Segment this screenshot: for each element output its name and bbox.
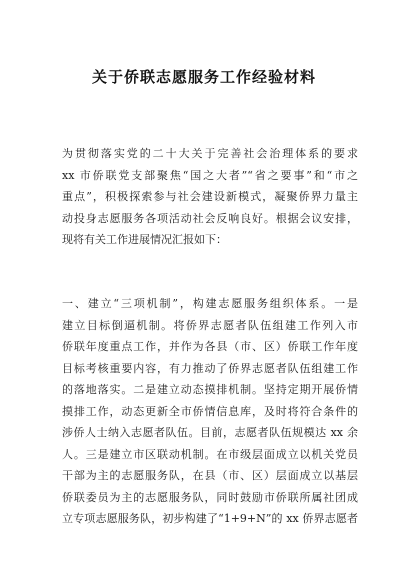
paragraph-line: 动投身志愿服务各项活动社会反响良好。根据会议安排， [62, 211, 358, 225]
paragraph-line: 侨联年度重点工作，并作为各县（市、区）侨联工作年度 [62, 340, 358, 353]
paragraph-line: 建立目标倒逼机制。将侨界志愿者队伍组建工作列入市 [62, 318, 358, 332]
paragraph-line: 干部为主的志愿服务队，在县（市、区）层面成立以基层 [62, 469, 358, 482]
paragraph-line: 涉侨人士纳入志愿者队伍。目前，志愿者队伍规模达 xx 余 [62, 426, 358, 439]
document-title: 关于侨联志愿服务工作经验材料 [91, 68, 316, 86]
paragraph-line: 为贯彻落实党的二十大关于完善社会治理体系的要求 [62, 147, 358, 160]
paragraph-line: 目标考核重要内容，有力推动了侨界志愿者队伍组建工作 [62, 361, 358, 375]
intro-paragraph [62, 143, 358, 251]
paragraph-line: 的落地落实。二是建立动态摸排机制。坚持定期开展侨情 [62, 383, 358, 396]
paragraph-line: xx 市侨联党支部聚焦“国之大者”“省之要事”和“市之 [62, 168, 358, 182]
section-one-paragraph [62, 293, 358, 530]
paragraph-line: 摸排工作，动态更新全市侨情信息库，及时将符合条件的 [62, 404, 358, 418]
paragraph-line: 现将有关工作进展情况汇报如下： [62, 233, 227, 246]
paragraph-line: 一、建立“三项机制”，构建志愿服务组织体系。一是 [62, 297, 358, 310]
paragraph-line: 立专项志愿服务队，初步构建了“1+9+N”的 xx 侨界志愿者 [62, 512, 358, 525]
paragraph-line: 重点”，积极探索参与社会建设新模式，凝聚侨界力量主 [62, 190, 358, 203]
paragraph-line: 人。三是建立市区联动机制。在市级层面成立以机关党员 [62, 447, 358, 461]
paragraph-line: 侨联委员为主的志愿服务队，同时鼓励市侨联所属社团成 [62, 490, 358, 504]
